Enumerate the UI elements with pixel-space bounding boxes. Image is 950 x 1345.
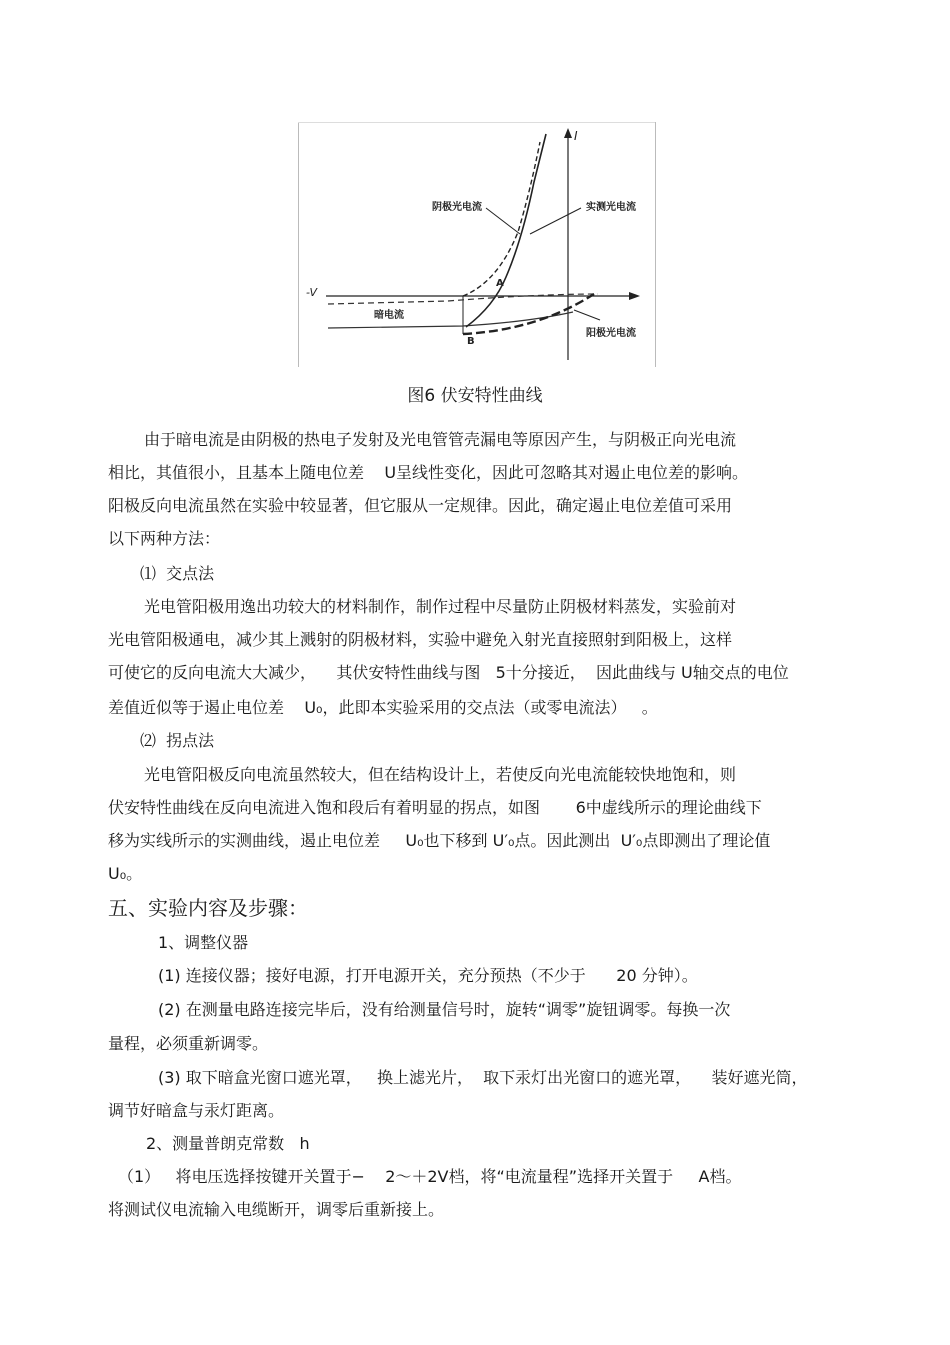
cathode-leader bbox=[486, 208, 520, 234]
point-b-label: B bbox=[467, 336, 475, 347]
body-line: 相比，其值很小，且基本上随电位差 U呈线性变化，因此可忽略其对遏止电位差的影响。 bbox=[108, 463, 749, 482]
body-line: 由于暗电流是由阴极的热电子发射及光电管管壳漏电等原因产生，与阴极正向光电流 bbox=[144, 430, 737, 449]
body-line: 差值近似等于遏止电位差 U₀，此即本实验采用的交点法（或零电流法） 。 bbox=[108, 698, 658, 717]
cathode-current-label: 阴极光电流 bbox=[432, 202, 482, 213]
measured-leader bbox=[530, 208, 581, 234]
axis-i-label: I bbox=[574, 129, 578, 143]
step-line: 1、调整仪器 bbox=[158, 933, 249, 952]
body-line: 以下两种方法： bbox=[108, 529, 221, 548]
step-line: 量程，必须重新调零。 bbox=[108, 1034, 269, 1053]
dark-current-line bbox=[328, 312, 573, 328]
step-line: 调节好暗盒与汞灯距离。 bbox=[108, 1101, 285, 1120]
step-line: 2、测量普朗克常数 h bbox=[146, 1134, 310, 1153]
step-line: (3) 取下暗盒光窗口遮光罩， 换上滤光片， 取下汞灯出光窗口的遮光罩， 装好遮光筒， bbox=[158, 1068, 808, 1087]
i-axis-arrow bbox=[564, 128, 572, 138]
anode-leader bbox=[574, 310, 600, 320]
body-line: 光电管阳极反向电流虽然较大，但在结构设计上，若使反向光电流能较快地饱和，则 bbox=[144, 765, 737, 784]
iv-curve-figure bbox=[298, 122, 656, 367]
section-heading: 五、实验内容及步骤： bbox=[108, 896, 308, 920]
body-line: 光电管阳极通电，减少其上溅射的阴极材料，实验中避免入射光直接照射到阳极上，这样 bbox=[108, 630, 733, 649]
measured-photocurrent-curve bbox=[466, 134, 546, 327]
body-line: 伏安特性曲线在反向电流进入饱和段后有着明显的拐点，如图 6中虚线所示的理论曲线下 bbox=[108, 798, 762, 817]
step-line: 将测试仪电流输入电缆断开，调零后重新接上。 bbox=[108, 1200, 445, 1219]
body-line: 光电管阳极用逸出功较大的材料制作，制作过程中尽量防止阴极材料蒸发，实验前对 bbox=[144, 597, 737, 616]
cathode-photocurrent-curve bbox=[463, 142, 540, 296]
body-line: U₀。 bbox=[108, 864, 143, 883]
dark-current-label: 暗电流 bbox=[374, 310, 404, 321]
step-line: (2) 在测量电路连接完毕后，没有给测量信号时，旋转“调零”旋钮调零。每换一次 bbox=[158, 1000, 731, 1019]
body-line: 可使它的反向电流大大减少， 其伏安特性曲线与图 5十分接近， 因此曲线与 U轴交点的电位 bbox=[108, 663, 789, 682]
anode-current-curve bbox=[463, 294, 594, 334]
figure-caption: 图6 伏安特性曲线 bbox=[407, 386, 543, 406]
step-line: (1) 连接仪器；接好电源，打开电源开关，充分预热（不少于 20 分钟）。 bbox=[158, 966, 698, 985]
axis-neg-v-label: -V bbox=[306, 286, 318, 299]
body-line: 阳极反向电流虽然在实验中较显著，但它服从一定规律。因此，确定遏止电位差值可采用 bbox=[108, 496, 733, 515]
point-a-label: A bbox=[496, 278, 504, 289]
step-line: （1） 将电压选择按键开关置于− 2～＋2V档，将“电流量程”选择开关置于 A档。 bbox=[118, 1167, 742, 1186]
anode-current-label: 阳极光电流 bbox=[586, 328, 636, 339]
method-heading-intersection: ⑴ 交点法 bbox=[140, 564, 215, 583]
method-heading-inflection: ⑵ 拐点法 bbox=[140, 731, 215, 750]
body-line: 移为实线所示的实测曲线，遏止电位差 U₀也下移到 U′₀点。因此测出 U′₀点即测出了理论值 bbox=[108, 831, 771, 850]
measured-current-label: 实测光电流 bbox=[586, 202, 636, 213]
v-axis-arrow bbox=[629, 292, 640, 300]
